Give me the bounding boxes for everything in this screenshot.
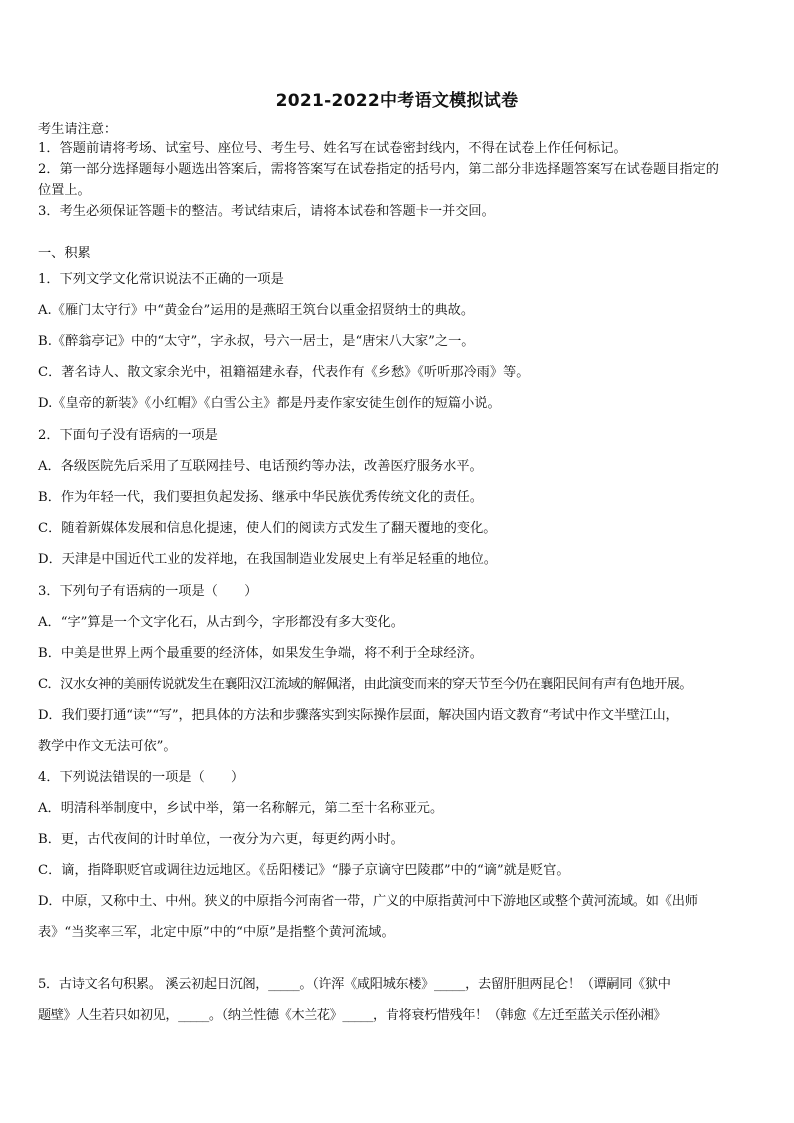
question-2-option-d: D．天津是中国近代工业的发祥地，在我国制造业发展史上有举足轻重的地位。 <box>38 552 497 567</box>
question-3-option-a: A．“字”算是一个文字化石，从古到今，字形都没有多大变化。 <box>38 615 404 630</box>
notice-item: 位置上。 <box>38 183 91 198</box>
question-4-option-c: C．谪，指降职贬官或调往边远地区。《岳阳楼记》“滕子京谪守巴陵郡”中的“谪”就是贬官。 <box>38 863 570 878</box>
question-2-stem: 2．下面句子没有语病的一项是 <box>38 428 218 443</box>
question-3-option-c: C．汉水女神的美丽传说就发生在襄阳汉江流域的解佩渚，由此演变而来的穿天节至今仍在襄阳民间有声有色地开展。 <box>38 677 693 692</box>
question-2-option-a: A．各级医院先后采用了互联网挂号、电话预约等办法，改善医疗服务水平。 <box>38 459 483 474</box>
question-3-option-b: B．中美是世界上两个最重要的经济体，如果发生争端，将不利于全球经济。 <box>38 646 483 661</box>
question-3-stem: 3．下列句子有语病的一项是（ ） <box>38 584 258 599</box>
question-1-option-d: D.《皇帝的新装》《小红帽》《白雪公主》都是丹麦作家安徒生创作的短篇小说。 <box>38 396 501 411</box>
question-3-option-d: D．我们要打通“读”“写”，把具体的方法和步骤落实到实际操作层面，解决国内语文教育“考试中作文半壁江山， <box>38 708 679 723</box>
question-3-option-d-cont: 教学中作文无法可依”。 <box>38 739 177 754</box>
question-2-option-b: B．作为年轻一代，我们要担负起发扬、继承中华民族优秀传统文化的责任。 <box>38 490 483 505</box>
exam-title: 2021-2022中考语文模拟试卷 <box>275 91 519 111</box>
question-1-stem: 1．下列文学文化常识说法不正确的一项是 <box>38 272 284 287</box>
question-4-option-d: D．中原，又称中土、中州。狭义的中原指今河南省一带，广义的中原指黄河中下游地区或整个黄河流域。如《出师 <box>38 894 698 909</box>
question-5-line: 5．古诗文名句积累。 溪云初起日沉阁，_____。（许浑《咸阳城东楼》_____，去留肝胆两昆仑！（谭嗣同《狱中 <box>38 977 671 992</box>
question-1-option-c: C．著名诗人、散文家余光中，祖籍福建永春，代表作有《乡愁》《听听那冷雨》等。 <box>38 365 530 380</box>
question-2-option-c: C．随着新媒体发展和信息化提速，使人们的阅读方式发生了翻天覆地的变化。 <box>38 521 497 536</box>
question-4-option-b: B．更，古代夜间的计时单位，一夜分为六更，每更约两小时。 <box>38 832 404 847</box>
notice-item: 3．考生必须保证答题卡的整洁。考试结束后，请将本试卷和答题卡一并交回。 <box>38 204 495 219</box>
notice-item: 2．第一部分选择题每小题选出答案后，需将答案写在试卷指定的括号内，第二部分非选择题答案写在试卷题目指定的 <box>38 162 719 177</box>
notice-item: 1．答题前请将考场、试室号、座位号、考生号、姓名写在试卷密封线内，不得在试卷上作任何标记。 <box>38 141 627 156</box>
question-1-option-b: B.《醉翁亭记》中的“太守”，字永叔，号六一居士，是“唐宋八大家”之一。 <box>38 334 475 349</box>
question-4-option-a: A．明清科举制度中，乡试中举，第一名称解元，第二至十名称亚元。 <box>38 801 444 816</box>
notice-heading: 考生请注意： <box>38 122 118 137</box>
question-1-option-a: A.《雁门太守行》中“黄金台”运用的是燕昭王筑台以重金招贤纳士的典故。 <box>38 303 475 318</box>
question-4-option-d-cont: 表》“当奖率三军，北定中原”中的“中原”是指整个黄河流域。 <box>38 925 395 940</box>
question-5-line: 题壁》人生若只如初见，_____。（纳兰性德《木兰花》_____，肯将衰朽惜残年！（韩愈《左迁至蓝关示侄孙湘》 <box>38 1008 667 1023</box>
section-heading: 一、积累 <box>38 246 91 261</box>
question-4-stem: 4．下列说法错误的一项是（ ） <box>38 770 245 785</box>
